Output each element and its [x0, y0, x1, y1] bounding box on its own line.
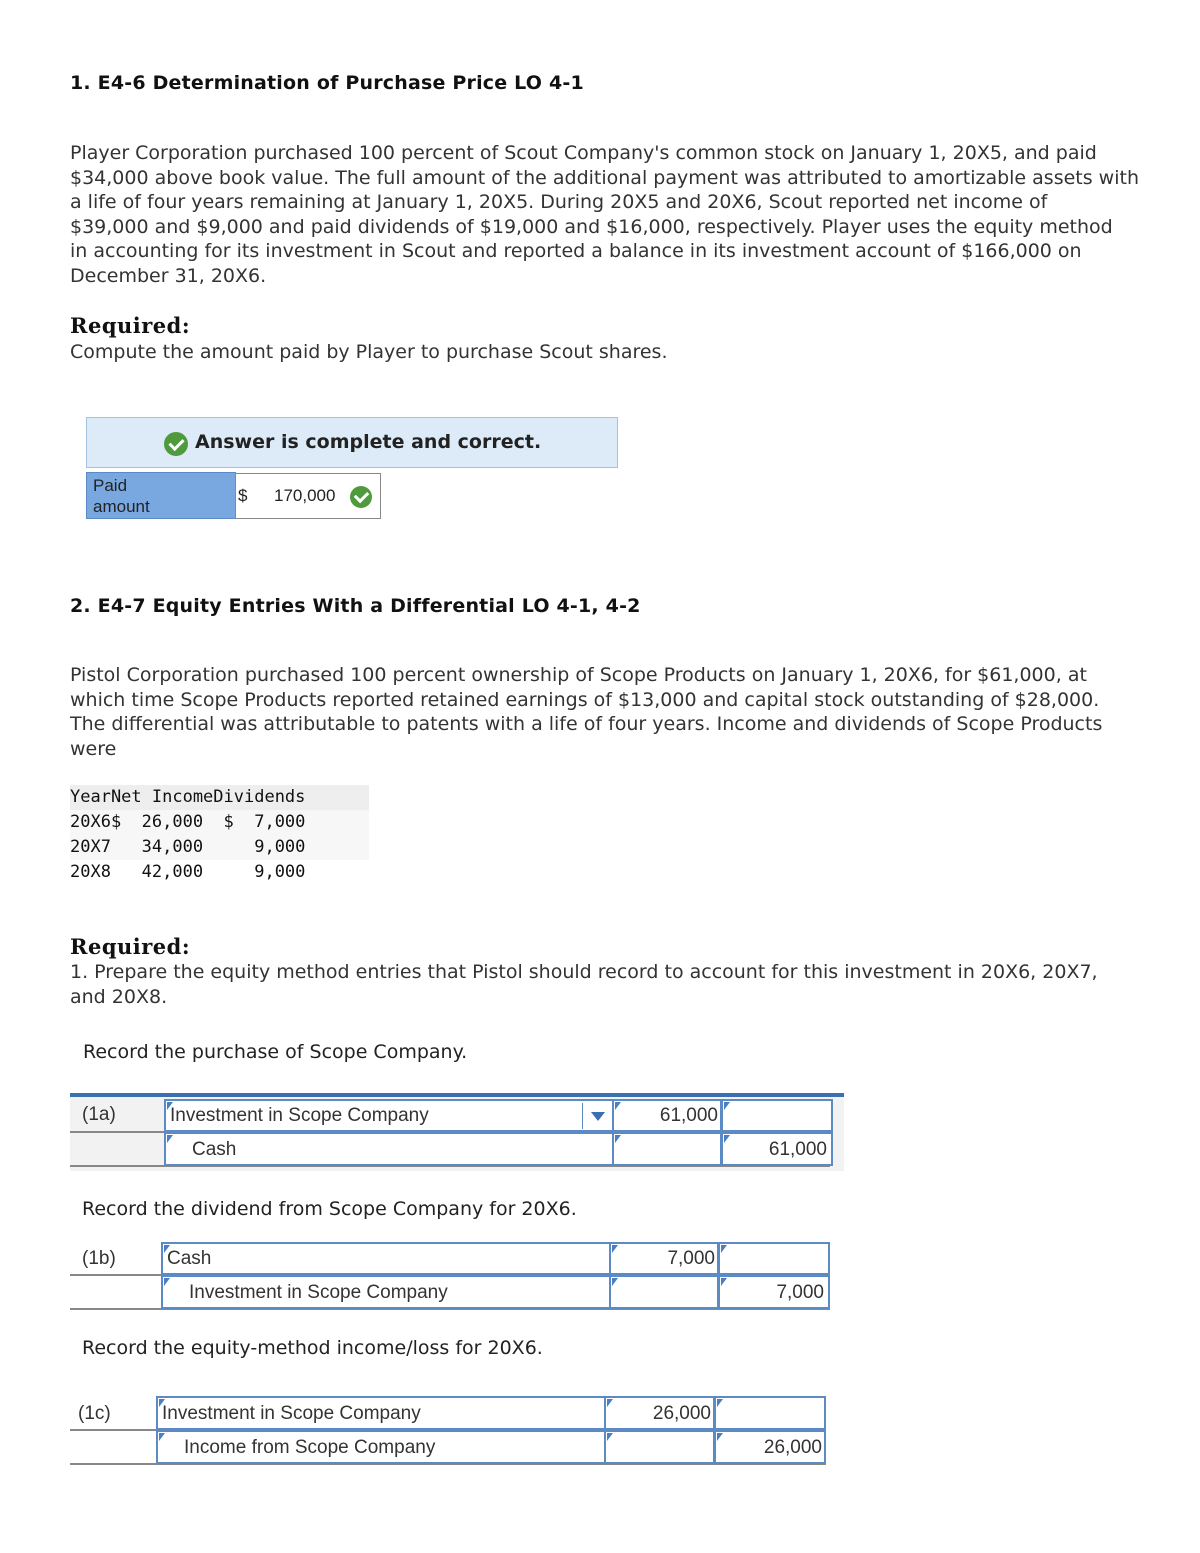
q2-line: Pistol Corporation purchased 100 percent ownership of Scope Products on January 1, 20X6, for $61,000, at — [70, 664, 1087, 686]
q2-title: 2. E4-7 Equity Entries With a Differential LO 4-1, 4-2 — [70, 595, 641, 617]
table-row: 20X6$ 26,000 $ 7,000 — [70, 810, 369, 835]
income-dividends-table — [70, 785, 369, 885]
debit-amount-empty[interactable] — [612, 1132, 722, 1166]
entry-instruction: Record the equity-method income/loss for 20X6. — [82, 1337, 543, 1359]
journal-entry-1c — [70, 1394, 826, 1468]
answer-status-banner — [86, 417, 618, 468]
credit-account[interactable]: Income from Scope Company — [184, 1437, 436, 1458]
entry-label: (1a) — [82, 1104, 116, 1125]
paid-label-line: Paid — [93, 476, 128, 495]
credit-account[interactable]: Cash — [192, 1139, 237, 1160]
credit-amount-empty[interactable] — [721, 1099, 833, 1132]
debit-amount-empty[interactable] — [604, 1430, 715, 1464]
q2-required-line: 1. Prepare the equity method entries that Pistol should record to account for this investment in 20X6, 20X7, — [70, 961, 1098, 983]
q1-line: a life of four years remaining at January 1, 20X5. During 20X5 and 20X6, Scout reported net income of — [70, 191, 1048, 214]
q2-required-text — [70, 960, 1098, 1010]
q1-line: in accounting for its investment in Scout and reported a balance in its investment account of $166,000 on — [70, 240, 1082, 263]
debit-amount[interactable]: 26,000 — [652, 1403, 711, 1424]
journal-entry-1a — [70, 1093, 844, 1171]
credit-amount[interactable]: 61,000 — [768, 1139, 827, 1160]
credit-amount-field[interactable] — [721, 1132, 833, 1166]
q2-required-heading: Required: — [70, 934, 191, 959]
debit-account-field[interactable] — [161, 1242, 611, 1275]
q1-line: December 31, 20X6. — [70, 264, 267, 287]
debit-amount-field[interactable] — [612, 1099, 722, 1132]
journal-entry-1b — [70, 1240, 832, 1314]
currency-symbol: $ — [238, 486, 248, 505]
credit-account-field[interactable] — [156, 1430, 606, 1464]
table-row: 20X8 42,000 9,000 — [70, 862, 306, 882]
debit-amount-field[interactable] — [604, 1396, 715, 1430]
credit-amount-empty[interactable] — [718, 1242, 830, 1275]
credit-account-field[interactable] — [161, 1275, 611, 1309]
debit-amount[interactable]: 61,000 — [659, 1105, 718, 1126]
correct-check-icon — [350, 486, 372, 508]
entry-instruction: Record the dividend from Scope Company for 20X6. — [82, 1198, 577, 1220]
q1-required-heading: Required: — [70, 313, 191, 338]
q1-line: $39,000 and $9,000 and paid dividends of $19,000 and $16,000, respectively. Player uses the equity method — [70, 215, 1113, 238]
debit-amount[interactable]: 7,000 — [667, 1248, 715, 1269]
q2-line: were — [70, 737, 117, 760]
entry-label: (1c) — [78, 1403, 111, 1424]
credit-amount-empty[interactable] — [714, 1396, 826, 1430]
credit-amount-field[interactable] — [714, 1430, 826, 1464]
debit-account[interactable]: Investment in Scope Company — [162, 1403, 421, 1424]
debit-amount-field[interactable] — [609, 1242, 719, 1275]
q2-paragraph — [70, 663, 1140, 761]
chevron-down-icon[interactable] — [591, 1112, 605, 1121]
debit-account[interactable]: Cash — [167, 1248, 212, 1269]
table-row: 20X7 34,000 9,000 — [70, 835, 369, 860]
entry-instruction: Record the purchase of Scope Company. — [83, 1041, 468, 1063]
table-header: YearNet IncomeDividends — [70, 785, 369, 810]
paid-amount-field[interactable] — [235, 473, 381, 519]
credit-account[interactable]: Investment in Scope Company — [189, 1282, 448, 1303]
credit-amount[interactable]: 7,000 — [776, 1282, 824, 1303]
credit-account-field[interactable] — [164, 1132, 614, 1166]
q1-title: 1. E4-6 Determination of Purchase Price LO 4-1 — [70, 72, 584, 94]
checkmark-icon — [164, 432, 188, 456]
debit-account-select[interactable] — [164, 1099, 614, 1132]
entry-label: (1b) — [82, 1248, 116, 1269]
paid-amount-value[interactable]: 170,000 — [274, 486, 336, 505]
q1-required-text: Compute the amount paid by Player to purchase Scout shares. — [70, 341, 668, 363]
q2-required-line: and 20X8. — [70, 986, 168, 1008]
q2-line: which time Scope Products reported retained earnings of $13,000 and capital stock outstanding of $28,000. — [70, 688, 1100, 711]
q1-line: Player Corporation purchased 100 percent of Scout Company's common stock on January 1, 20X5, and paid — [70, 142, 1097, 164]
debit-account[interactable]: Investment in Scope Company — [170, 1105, 429, 1126]
q1-paragraph — [70, 141, 1140, 289]
banner-text: Answer is complete and correct. — [195, 431, 542, 453]
q1-line: $34,000 above book value. The full amount of the additional payment was attributed to amortizable assets with — [70, 166, 1139, 189]
paid-amount-label — [86, 472, 236, 519]
debit-account-field[interactable] — [156, 1396, 606, 1430]
credit-amount[interactable]: 26,000 — [763, 1437, 822, 1458]
paid-label-line: amount — [93, 497, 150, 516]
debit-amount-empty[interactable] — [609, 1275, 719, 1309]
credit-amount-field[interactable] — [718, 1275, 830, 1309]
q2-line: The differential was attributable to patents with a life of four years. Income and dividends of Scope Products — [70, 713, 1103, 736]
